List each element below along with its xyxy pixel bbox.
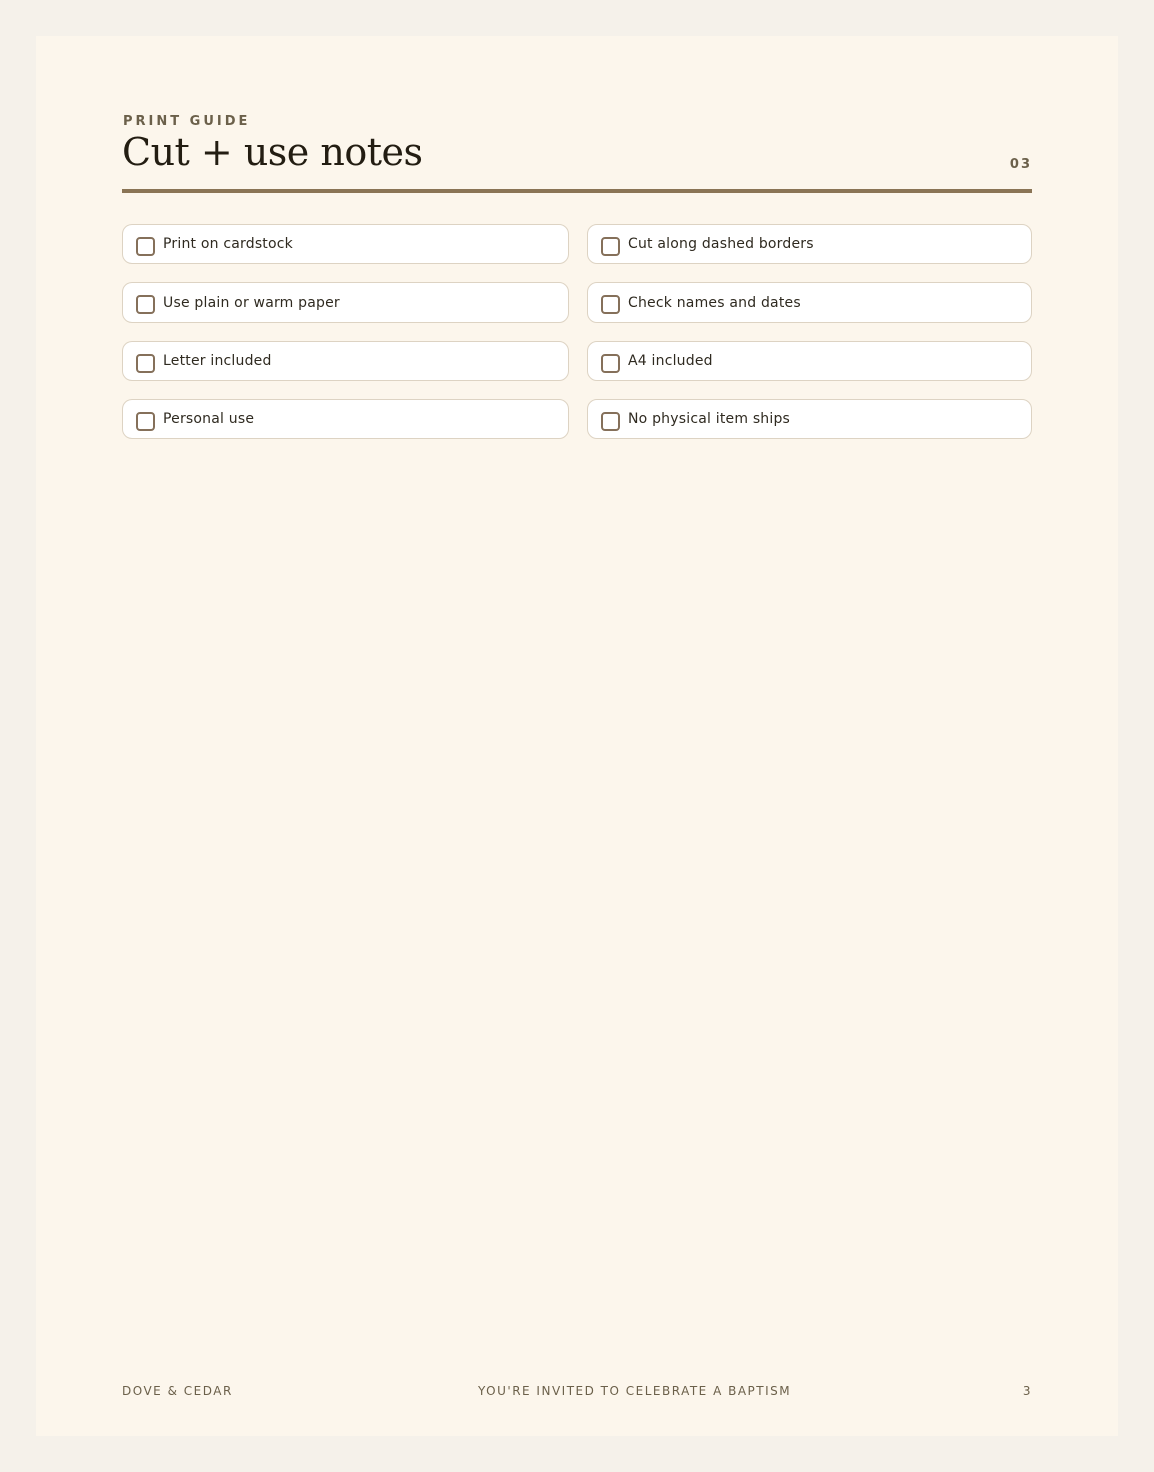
checkbox[interactable] [136,412,155,431]
checkbox[interactable] [136,354,155,373]
checkbox[interactable] [601,354,620,373]
checklist-item-label: Check names and dates [628,294,801,311]
checklist-item[interactable] [122,399,569,439]
checklist-item-label: Personal use [163,411,255,427]
document-page [36,36,1118,1436]
checklist-item[interactable] [122,282,569,323]
checklist-item[interactable] [587,399,1032,439]
page-footer [122,1384,1032,1400]
checklist-grid [122,224,1032,439]
checkbox[interactable] [601,412,620,431]
checkbox[interactable] [601,237,620,256]
checkbox[interactable] [136,237,155,256]
checklist-item[interactable] [587,282,1032,323]
footer-page-number: 3 [1022,1384,1032,1398]
checklist-item-label: Letter included [163,353,272,369]
checkbox[interactable] [601,295,620,314]
checklist-item[interactable] [587,224,1032,264]
header-divider [122,189,1032,193]
page-code: 03 [1009,157,1032,172]
checklist-item-label: No physical item ships [628,411,791,427]
checklist-item-label: Cut along dashed borders [628,236,814,252]
checklist-item[interactable] [122,224,569,264]
section-eyebrow: PRINT GUIDE [123,114,251,129]
checklist-item-label: Print on cardstock [163,236,293,252]
checklist-item[interactable] [587,341,1032,381]
page-header [122,114,1032,194]
footer-brand: DOVE & CEDAR [122,1384,233,1398]
page-title: Cut + use notes [122,130,423,174]
footer-tagline: YOU'RE INVITED TO CELEBRATE A BAPTISM [478,1384,792,1398]
checkbox[interactable] [136,295,155,314]
checklist-item[interactable] [122,341,569,381]
checklist-item-label: A4 included [628,353,713,369]
checklist-item-label: Use plain or warm paper [163,294,340,311]
